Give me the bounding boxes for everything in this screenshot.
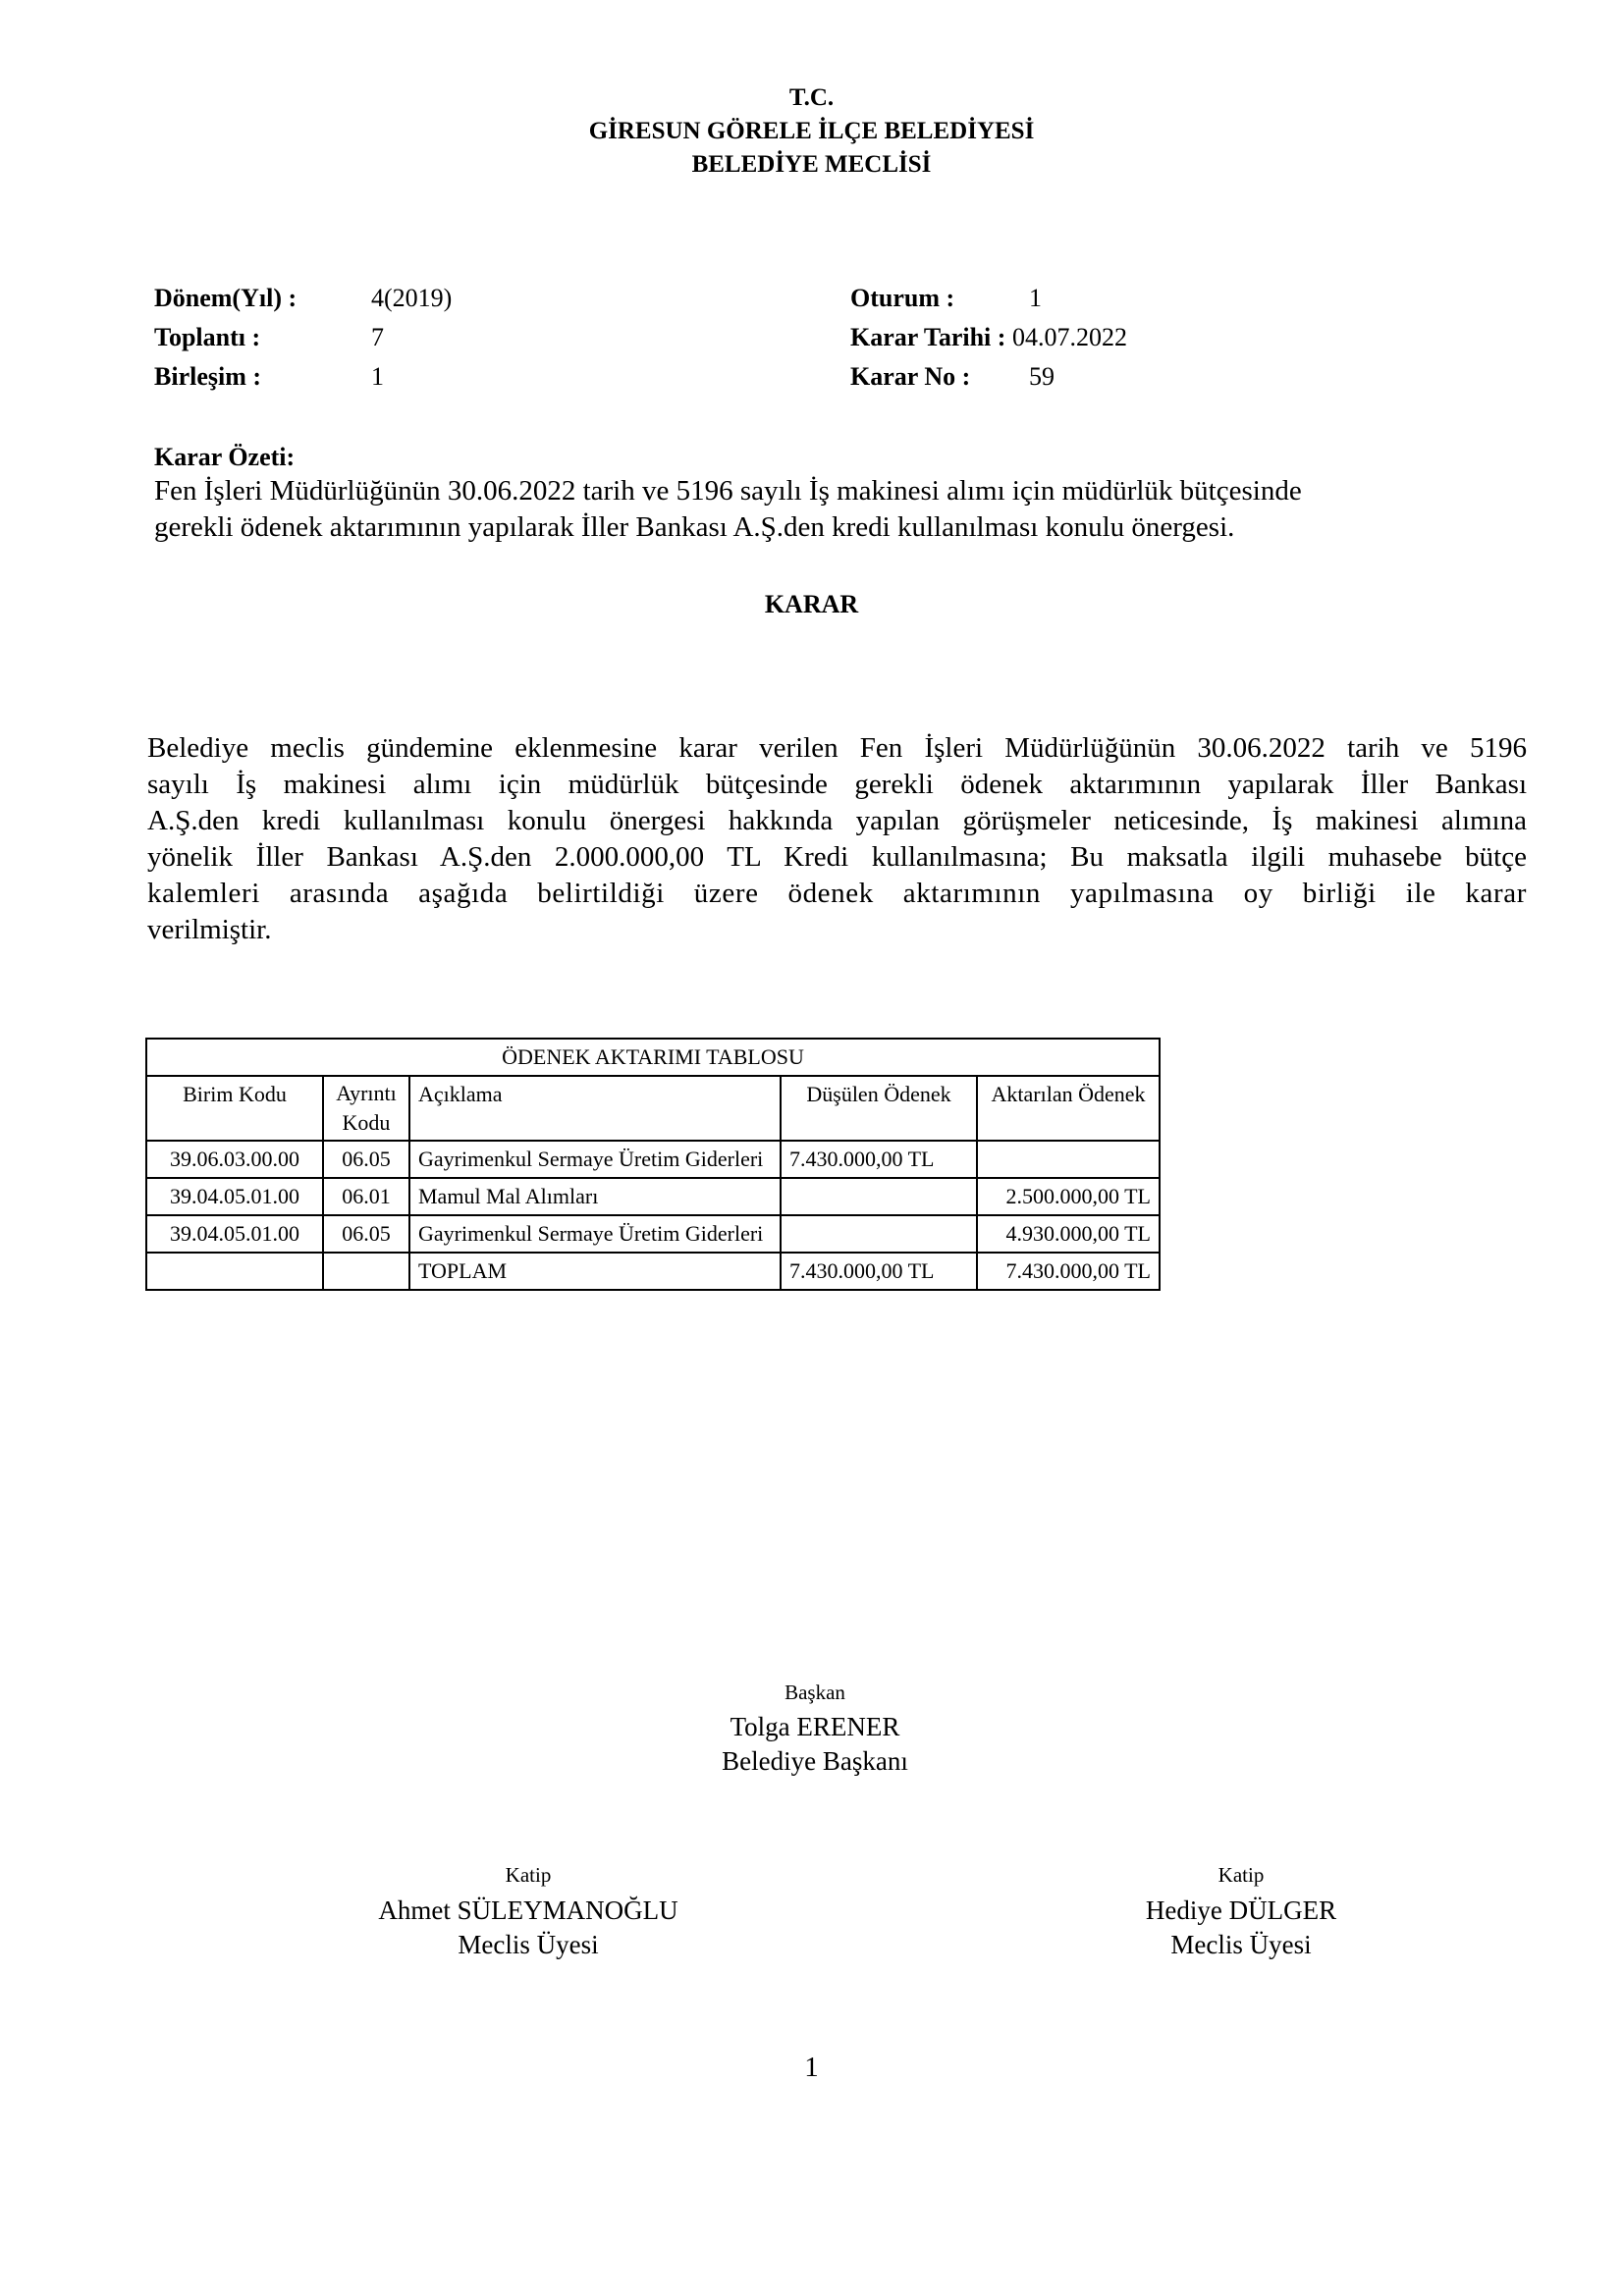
cell-birim-kodu: 39.04.05.01.00 (146, 1215, 323, 1253)
karar-line: yönelik İller Bankası A.Ş.den 2.000.000,00 TL Kredi kullanılmasına; Bu maksatla ilgili muhasebe bütçe (147, 841, 1527, 873)
karar-line: verilmiştir. (147, 914, 272, 945)
karar-no-label: Karar No : (850, 362, 971, 391)
katip2-title: Meclis Üyesi (1170, 1930, 1312, 1959)
karar-title: KARAR (764, 590, 859, 618)
cell-ayrinti-kodu (323, 1253, 409, 1290)
cell-toplam-aktarilan: 7.430.000,00 TL (977, 1253, 1160, 1290)
cell-ayrinti-kodu: 06.01 (323, 1178, 409, 1215)
cell-toplam-dusulen: 7.430.000,00 TL (781, 1253, 977, 1290)
cell-aktarilan-odenek (977, 1141, 1160, 1178)
cell-aktarilan-odenek: 4.930.000,00 TL (977, 1215, 1160, 1253)
birlesim-value: 1 (371, 362, 384, 391)
header-aktarilan-odenek: Aktarılan Ödenek (977, 1076, 1160, 1141)
summary-label: Karar Özeti: (154, 443, 296, 471)
karar-body (147, 730, 1527, 948)
summary-line-2: gerekli ödenek aktarımının yapılarak İller Bankası A.Ş.den kredi kullanılması konulu önergesi. (154, 511, 1235, 543)
header-municipality: GİRESUN GÖRELE İLÇE BELEDİYESİ (588, 118, 1035, 144)
table-total-row (146, 1253, 1160, 1290)
katip1-title: Meclis Üyesi (458, 1930, 599, 1959)
cell-dusulen-odenek (781, 1178, 977, 1215)
header-birim-kodu: Birim Kodu (146, 1076, 323, 1141)
cell-dusulen-odenek: 7.430.000,00 TL (781, 1141, 977, 1178)
cell-birim-kodu: 39.04.05.01.00 (146, 1178, 323, 1215)
baskan-name: Tolga ERENER (730, 1712, 900, 1741)
karar-no-value: 59 (1029, 362, 1055, 391)
table-title-row (146, 1039, 1160, 1076)
cell-ayrinti-kodu: 06.05 (323, 1141, 409, 1178)
cell-aciklama: Mamul Mal Alımları (409, 1178, 781, 1215)
page-number: 1 (804, 2052, 819, 2083)
karar-line: sayılı İş makinesi alımı için müdürlük bütçesinde gerekli ödenek aktarımının yapılarak İller Bankası (147, 769, 1527, 800)
birlesim-label: Birleşim : (154, 362, 262, 391)
katip2-role: Katip (1217, 1863, 1265, 1887)
karar-line: kalemleri arasında aşağıda belirtildiği üzere ödenek aktarımının yapılmasına oy birliği ile karar (147, 878, 1527, 909)
karar-tarihi-value: 04.07.2022 (1011, 323, 1127, 351)
header-aciklama: Açıklama (409, 1076, 781, 1141)
header-ayrinti-kodu: Ayrıntı Kodu (323, 1076, 409, 1141)
cell-aciklama: Gayrimenkul Sermaye Üretim Giderleri (409, 1215, 781, 1253)
karar-line: Belediye meclis gündemine eklenmesine karar verilen Fen İşleri Müdürlüğünün 30.06.2022 tarih ve 5196 (147, 732, 1527, 764)
table-row (146, 1141, 1160, 1178)
karar-tarihi-label: Karar Tarihi : (850, 323, 1006, 351)
toplanti-value: 7 (371, 323, 384, 351)
table-row (146, 1215, 1160, 1253)
table-header-row (146, 1076, 1160, 1141)
karar-tarihi-row (850, 323, 1127, 352)
katip1-name: Ahmet SÜLEYMANOĞLU (378, 1896, 678, 1925)
summary-line-1: Fen İşleri Müdürlüğünün 30.06.2022 tarih ve 5196 sayılı İş makinesi alımı için müdürlük bütçesinde (154, 475, 1302, 507)
oturum-value: 1 (1029, 284, 1042, 312)
baskan-title: Belediye Başkanı (722, 1746, 908, 1776)
cell-birim-kodu (146, 1253, 323, 1290)
katip2-name: Hediye DÜLGER (1145, 1896, 1337, 1925)
oturum-label: Oturum : (850, 284, 955, 312)
header-council: BELEDİYE MECLİSİ (691, 151, 932, 178)
cell-birim-kodu: 39.06.03.00.00 (146, 1141, 323, 1178)
baskan-role: Başkan (784, 1681, 845, 1704)
cell-dusulen-odenek (781, 1215, 977, 1253)
donem-value: 4(2019) (371, 284, 453, 312)
cell-ayrinti-kodu: 06.05 (323, 1215, 409, 1253)
table-title: ÖDENEK AKTARIMI TABLOSU (146, 1039, 1160, 1076)
table-row (146, 1178, 1160, 1215)
header-dusulen-odenek: Düşülen Ödenek (781, 1076, 977, 1141)
cell-aciklama: Gayrimenkul Sermaye Üretim Giderleri (409, 1141, 781, 1178)
cell-toplam-label: TOPLAM (409, 1253, 781, 1290)
odenek-table (145, 1038, 1161, 1291)
katip1-role: Katip (505, 1863, 552, 1887)
donem-label: Dönem(Yıl) : (154, 284, 298, 312)
cell-aktarilan-odenek: 2.500.000,00 TL (977, 1178, 1160, 1215)
header-tc: T.C. (788, 84, 835, 111)
toplanti-label: Toplantı : (154, 323, 261, 351)
karar-line: A.Ş.den kredi kullanılması konulu önergesi hakkında yapılan görüşmeler neticesinde, İş makinesi alımına (147, 805, 1527, 836)
